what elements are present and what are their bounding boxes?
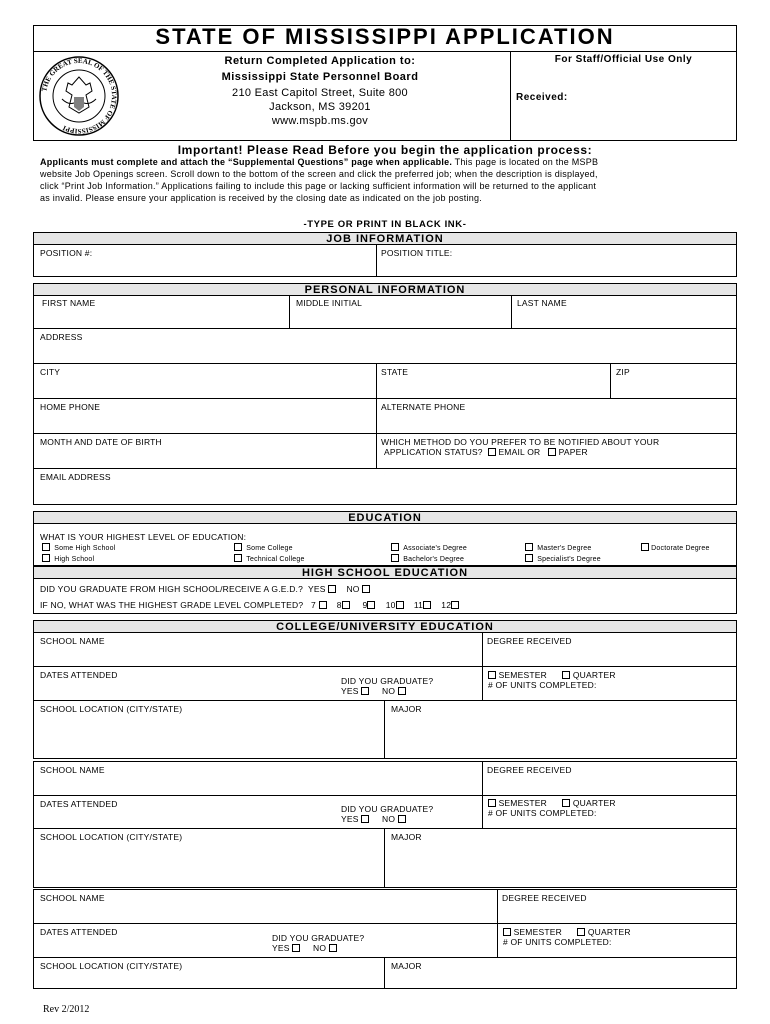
revision-note: Rev 2/2012 [43, 1004, 90, 1015]
checkbox[interactable] [525, 554, 533, 562]
checkbox[interactable] [42, 543, 50, 551]
position-number-label: POSITION #: [40, 248, 93, 258]
position-title-label: POSITION TITLE: [381, 248, 453, 258]
school-name-label: SCHOOL NAME [40, 636, 105, 646]
return-org: Mississippi State Personnel Board [221, 71, 419, 83]
alternate-phone-field[interactable] [377, 413, 736, 432]
grade-11-checkbox[interactable] [423, 601, 431, 609]
home-phone-label: HOME PHONE [40, 402, 101, 412]
notify-question-line1: WHICH METHOD DO YOU PREFER TO BE NOTIFIED ABOUT YOUR [381, 437, 660, 447]
college-header: COLLEGE/UNIVERSITY EDUCATION [33, 620, 737, 633]
important-line4: as invalid. Please ensure your application is received by the closing date as indicated on the job posting. [40, 193, 483, 203]
email-checkbox[interactable] [488, 448, 496, 456]
graduate-yes-checkbox[interactable] [292, 944, 300, 952]
address-label: ADDRESS [40, 332, 83, 342]
personal-info-header: PERSONAL INFORMATION [33, 283, 737, 296]
semester-checkbox[interactable] [488, 671, 496, 679]
position-number-field[interactable] [34, 258, 375, 276]
school-name-label: SCHOOL NAME [40, 893, 105, 903]
state-seal-icon [38, 55, 120, 137]
graduate-options: YES NO [341, 686, 406, 696]
degree-received-label: DEGREE RECEIVED [502, 893, 587, 903]
hs-grade-question: IF NO, WHAT WAS THE HIGHEST GRADE LEVEL COMPLETED? 7 8 9 10 11 12 [40, 600, 459, 610]
important-heading: Important! Please Read Before you begin the application process: [177, 143, 593, 157]
address-field[interactable] [34, 343, 736, 362]
edu-option-bachelors[interactable]: Bachelor's Degree [391, 554, 464, 563]
checkbox[interactable] [234, 554, 242, 562]
home-phone-field[interactable] [34, 413, 375, 432]
dates-attended-label: DATES ATTENDED [40, 799, 118, 809]
graduate-yes-checkbox[interactable] [361, 815, 369, 823]
first-name-label: FIRST NAME [42, 298, 96, 308]
ink-note: -TYPE OR PRINT IN BLACK INK- [303, 219, 467, 230]
units-completed-label: # OF UNITS COMPLETED: [488, 808, 597, 818]
semester-checkbox[interactable] [488, 799, 496, 807]
term-options: SEMESTER QUARTER [503, 927, 631, 937]
return-web[interactable]: www.mspb.ms.gov [271, 115, 369, 127]
checkbox[interactable] [391, 554, 399, 562]
seal-text: THE GREAT SEAL OF THE STATE OF MISSISSIPPI [40, 56, 119, 136]
state-field[interactable] [377, 378, 609, 397]
quarter-checkbox[interactable] [562, 799, 570, 807]
high-school-header: HIGH SCHOOL EDUCATION [33, 566, 737, 579]
dates-attended-label: DATES ATTENDED [40, 927, 118, 937]
middle-initial-label: MIDDLE INITIAL [296, 298, 363, 308]
term-options: SEMESTER QUARTER [488, 670, 616, 680]
major-label: MAJOR [391, 961, 422, 971]
school-location-label: SCHOOL LOCATION (CITY/STATE) [40, 961, 183, 971]
quarter-checkbox[interactable] [562, 671, 570, 679]
edu-option-masters[interactable]: Master's Degree [525, 543, 591, 552]
notify-question-line2: APPLICATION STATUS? EMAIL OR PAPER [384, 447, 588, 457]
important-line1: Applicants must complete and attach the “Supplemental Questions” page when applicable. This page is located on the MSPB [40, 157, 599, 167]
edu-option-some-college[interactable]: Some College [234, 543, 293, 552]
school-name-label: SCHOOL NAME [40, 765, 105, 775]
email-address-label: EMAIL ADDRESS [40, 472, 111, 482]
grade-10-checkbox[interactable] [396, 601, 404, 609]
hs-yes-checkbox[interactable] [328, 585, 336, 593]
email-address-field[interactable] [34, 483, 736, 504]
education-header: EDUCATION [33, 511, 737, 524]
position-title-field[interactable] [377, 258, 736, 276]
quarter-checkbox[interactable] [577, 928, 585, 936]
did-you-graduate-label: DID YOU GRADUATE? [272, 933, 365, 943]
return-city: Jackson, MS 39201 [269, 101, 371, 113]
important-line3: click “Print Job Information.” Applications failing to include this page or lacking sufficient information will be returned to the applicant [40, 181, 597, 191]
hs-graduate-question: DID YOU GRADUATE FROM HIGH SCHOOL/RECEIVE A G.E.D.? YES NO [40, 584, 370, 594]
major-label: MAJOR [391, 704, 422, 714]
middle-initial-field[interactable] [290, 309, 510, 327]
did-you-graduate-label: DID YOU GRADUATE? [341, 804, 434, 814]
last-name-field[interactable] [512, 309, 736, 327]
education-question: WHAT IS YOUR HIGHEST LEVEL OF EDUCATION: [40, 532, 247, 542]
checkbox[interactable] [42, 554, 50, 562]
college-block-2 [33, 761, 737, 888]
school-location-label: SCHOOL LOCATION (CITY/STATE) [40, 832, 183, 842]
grade-9-checkbox[interactable] [367, 601, 375, 609]
zip-field[interactable] [611, 378, 736, 397]
paper-option-label: PAPER [558, 447, 588, 457]
checkbox[interactable] [234, 543, 242, 551]
edu-option-some-high-school[interactable]: Some High School [42, 543, 115, 552]
paper-checkbox[interactable] [548, 448, 556, 456]
units-completed-label: # OF UNITS COMPLETED: [503, 937, 612, 947]
job-info-header: JOB INFORMATION [33, 232, 737, 245]
graduate-yes-checkbox[interactable] [361, 687, 369, 695]
semester-checkbox[interactable] [503, 928, 511, 936]
first-name-field[interactable] [34, 309, 288, 327]
city-field[interactable] [34, 378, 375, 397]
grade-8-checkbox[interactable] [342, 601, 350, 609]
page-title: STATE OF MISSISSIPPI APPLICATION [155, 24, 615, 49]
staff-heading: For Staff/Official Use Only [554, 54, 693, 65]
degree-received-label: DEGREE RECEIVED [487, 765, 572, 775]
graduate-options: YES NO [341, 814, 406, 824]
email-option-label: EMAIL OR [498, 447, 541, 457]
graduate-no-checkbox[interactable] [398, 815, 406, 823]
checkbox[interactable] [391, 543, 399, 551]
units-completed-label: # OF UNITS COMPLETED: [488, 680, 597, 690]
received-label: Received: [516, 92, 568, 103]
state-label: STATE [381, 367, 409, 377]
dates-attended-label: DATES ATTENDED [40, 670, 118, 680]
major-label: MAJOR [391, 832, 422, 842]
important-line2: website Job Openings screen. Scroll down to the bottom of the screen and click the preferred job; when the description is displayed, [40, 169, 598, 179]
dob-label: MONTH AND DATE OF BIRTH [40, 437, 162, 447]
zip-label: ZIP [616, 367, 630, 377]
last-name-label: LAST NAME [517, 298, 567, 308]
graduate-no-checkbox[interactable] [398, 687, 406, 695]
graduate-options: YES NO [272, 943, 337, 953]
term-options: SEMESTER QUARTER [488, 798, 616, 808]
edu-option-doctorate[interactable]: Doctorate Degree [641, 543, 710, 552]
edu-option-high-school[interactable]: High School [42, 554, 94, 563]
grade-12-checkbox[interactable] [451, 601, 459, 609]
dob-field[interactable] [34, 448, 375, 467]
graduate-no-checkbox[interactable] [329, 944, 337, 952]
hs-no-checkbox[interactable] [362, 585, 370, 593]
alternate-phone-label: ALTERNATE PHONE [381, 402, 466, 412]
edu-option-technical-college[interactable]: Technical College [234, 554, 305, 563]
school-location-label: SCHOOL LOCATION (CITY/STATE) [40, 704, 183, 714]
edu-option-specialists[interactable]: Specialist's Degree [525, 554, 601, 563]
did-you-graduate-label: DID YOU GRADUATE? [341, 676, 434, 686]
city-label: CITY [40, 367, 61, 377]
college-block-3 [33, 889, 737, 989]
return-heading: Return Completed Application to: [224, 55, 416, 67]
checkbox[interactable] [641, 543, 649, 551]
grade-7-checkbox[interactable] [319, 601, 327, 609]
edu-option-associates[interactable]: Associate's Degree [391, 543, 467, 552]
degree-received-label: DEGREE RECEIVED [487, 636, 572, 646]
education-section [33, 523, 737, 566]
checkbox[interactable] [525, 543, 533, 551]
return-street: 210 East Capitol Street, Suite 800 [232, 87, 408, 99]
